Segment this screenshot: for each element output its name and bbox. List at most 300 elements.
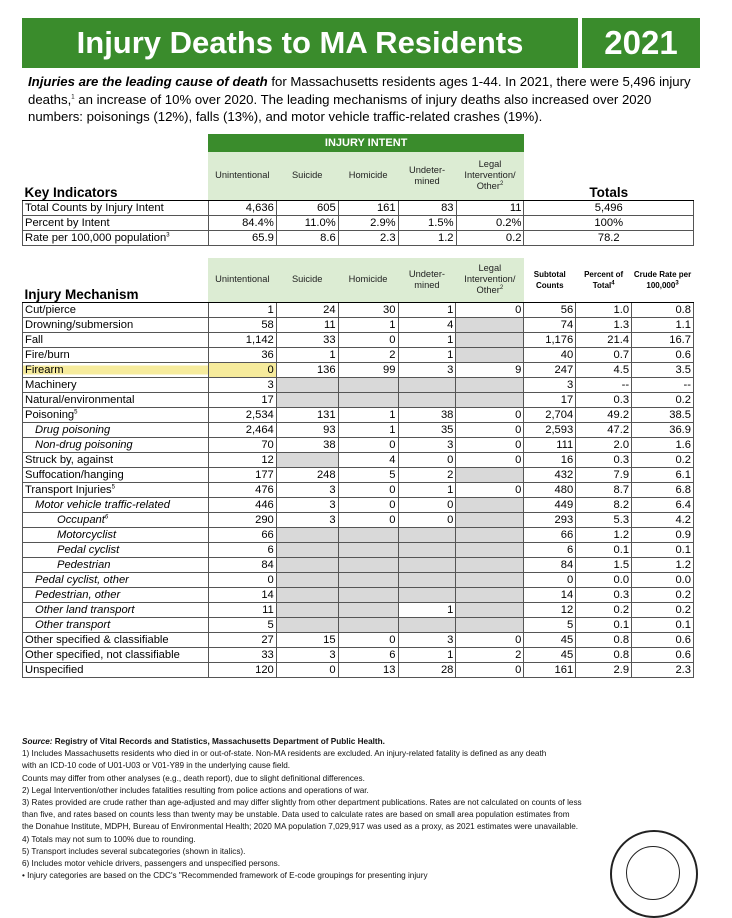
mech-subtotal: 247: [524, 362, 576, 377]
mech-cell: 3: [276, 482, 338, 497]
mech-percent: 47.2: [576, 422, 632, 437]
mech-cell: 120: [208, 662, 276, 677]
mech-cell: 136: [276, 362, 338, 377]
key-indicators-table: [22, 134, 694, 246]
mech-cell: [398, 377, 456, 392]
mech-cell: 58: [208, 317, 276, 332]
mech-rate: 0.2: [632, 602, 694, 617]
mech-cell: [398, 587, 456, 602]
mech-row: [23, 452, 694, 467]
mech-row: [23, 482, 694, 497]
source-line: Source: Registry of Vital Records and Statistics, Massachusetts Department of Public Health.: [22, 737, 385, 746]
mech-cell: [276, 617, 338, 632]
mech-cell: [276, 602, 338, 617]
mech-cell: [276, 392, 338, 407]
mech-cell: 1: [398, 482, 456, 497]
mech-cell: 0: [398, 452, 456, 467]
mech-subtotal: 74: [524, 317, 576, 332]
key-cell: 84.4%: [208, 215, 276, 230]
mech-cell: [456, 392, 524, 407]
mech-percent: 0.3: [576, 392, 632, 407]
mech-subtotal: 45: [524, 647, 576, 662]
mech-cell: [398, 527, 456, 542]
col-homicide: Homicide: [338, 152, 398, 200]
mech-subtotal: 0: [524, 572, 576, 587]
mech-row: [23, 467, 694, 482]
key-total: 5,496: [524, 200, 694, 215]
mech-cell: 0: [338, 482, 398, 497]
col-suicide: Suicide: [276, 152, 338, 200]
footnote-line: 1) Includes Massachusetts residents who died in or out-of-state. Non-MA residents are excluded. An injury-related fatality is defined as any death: [22, 749, 547, 759]
intro-lead: Injuries are the leading cause of death: [28, 74, 268, 89]
mech-percent: 2.0: [576, 437, 632, 452]
mech-rate: 2.3: [632, 662, 694, 677]
mech-cell: 0: [338, 437, 398, 452]
mech-row: [23, 392, 694, 407]
mech-col-homicide: Homicide: [338, 258, 398, 302]
mech-cell: 84: [208, 557, 276, 572]
mech-row-label: Other specified, not classifiable: [23, 647, 209, 662]
footnote-line: 2) Legal Intervention/other includes fatalities resulting from police actions and operations of war.: [22, 785, 369, 795]
mech-cell: [398, 617, 456, 632]
mech-percent: 4.5: [576, 362, 632, 377]
mech-row-label: Drug poisoning: [23, 422, 209, 437]
mech-cell: 476: [208, 482, 276, 497]
mech-subtotal: 3: [524, 377, 576, 392]
mech-subtotal: 2,704: [524, 407, 576, 422]
key-row: [23, 215, 694, 230]
mech-subtotal: 161: [524, 662, 576, 677]
key-cell: 8.6: [276, 230, 338, 245]
mech-cell: [338, 542, 398, 557]
mech-row-label: Pedal cyclist: [23, 542, 209, 557]
mech-cell: [276, 452, 338, 467]
mech-cell: [338, 587, 398, 602]
mech-cell: [276, 557, 338, 572]
mech-cell: 38: [398, 407, 456, 422]
mech-cell: 131: [276, 407, 338, 422]
mech-rate: 0.9: [632, 527, 694, 542]
commonwealth-seal-icon: [610, 830, 698, 918]
mech-row: [23, 602, 694, 617]
mech-cell: 2: [338, 347, 398, 362]
mech-row: [23, 632, 694, 647]
footnote-line: the Donahue Institute, MDPH, Bureau of Environmental Health; 2020 MA population 7,029,917 was used as a proxy, as 2021 estimates were unavailable.: [22, 822, 579, 832]
key-row: [23, 200, 694, 215]
mech-subtotal: 17: [524, 392, 576, 407]
col-undetermined: Undeter-mined: [398, 152, 456, 200]
mech-cell: [276, 587, 338, 602]
mech-cell: [276, 377, 338, 392]
col-crude-rate: Crude Rate per 100,000$^3$: [632, 258, 694, 302]
col-subtotal: Subtotal Counts: [524, 258, 576, 302]
mech-cell: 3: [208, 377, 276, 392]
mech-rate: 0.6: [632, 647, 694, 662]
key-row-label: Percent by Intent: [23, 215, 209, 230]
mech-percent: 7.9: [576, 467, 632, 482]
footnote-lines: [22, 748, 702, 882]
mech-cell: 0: [456, 482, 524, 497]
mech-row-label: Fall: [23, 332, 209, 347]
mech-percent: 2.9: [576, 662, 632, 677]
mech-rate: 6.4: [632, 497, 694, 512]
mech-percent: 0.8: [576, 632, 632, 647]
mech-percent: 1.0: [576, 302, 632, 317]
mech-cell: 93: [276, 422, 338, 437]
mech-cell: [338, 377, 398, 392]
mech-cell: 0: [338, 332, 398, 347]
report-year: 2021: [582, 18, 700, 68]
mech-cell: [456, 332, 524, 347]
mech-row-label: Poisoning$^5$: [23, 407, 209, 422]
mech-cell: 66: [208, 527, 276, 542]
mech-cell: 70: [208, 437, 276, 452]
mech-percent: 0.3: [576, 587, 632, 602]
mech-rate: 0.0: [632, 572, 694, 587]
col-legal-intervention: Legal Intervention/ Other$^2$: [456, 152, 524, 200]
mech-cell: [276, 572, 338, 587]
col-percent: Percent of Total$^4$: [576, 258, 632, 302]
mech-subtotal: 1,176: [524, 332, 576, 347]
mech-col-legal-intervention: Legal Intervention/ Other$^2$: [456, 258, 524, 302]
mech-rate: 0.6: [632, 632, 694, 647]
mech-cell: 1: [398, 347, 456, 362]
mech-cell: 0: [208, 362, 276, 377]
mech-cell: 4: [398, 317, 456, 332]
mech-cell: 99: [338, 362, 398, 377]
mech-row: [23, 542, 694, 557]
mech-row: [23, 422, 694, 437]
intro-paragraph: [28, 73, 700, 126]
mech-cell: 0: [338, 512, 398, 527]
mech-cell: 0: [338, 632, 398, 647]
key-total: 78.2: [524, 230, 694, 245]
mech-cell: 3: [398, 632, 456, 647]
mech-subtotal: 432: [524, 467, 576, 482]
mech-rate: 0.1: [632, 542, 694, 557]
mech-row: [23, 527, 694, 542]
key-cell: 65.9: [208, 230, 276, 245]
mech-cell: 0: [338, 497, 398, 512]
mech-rate: 6.1: [632, 467, 694, 482]
mech-row: [23, 347, 694, 362]
injury-mechanism-body: [23, 302, 694, 677]
mech-cell: [398, 392, 456, 407]
mech-cell: [456, 602, 524, 617]
intro-footnote-ref: 1: [71, 94, 75, 101]
mech-row: [23, 302, 694, 317]
key-cell: 605: [276, 200, 338, 215]
mech-row-label: Natural/environmental: [23, 392, 209, 407]
mech-row-label: Motorcyclist: [23, 527, 209, 542]
mech-percent: 0.1: [576, 617, 632, 632]
footnote-line: • Injury categories are based on the CDC's "Recommended framework of E-code groupings for presenting injury: [22, 871, 428, 881]
mech-rate: 0.2: [632, 392, 694, 407]
mech-percent: 1.5: [576, 557, 632, 572]
mech-percent: 5.3: [576, 512, 632, 527]
mech-cell: 3: [276, 497, 338, 512]
mech-rate: 0.8: [632, 302, 694, 317]
title-banner: [22, 18, 700, 68]
mech-cell: 1: [398, 602, 456, 617]
mech-rate: --: [632, 377, 694, 392]
mech-cell: [398, 557, 456, 572]
mech-cell: 1: [398, 302, 456, 317]
mech-cell: 38: [276, 437, 338, 452]
mech-subtotal: 14: [524, 587, 576, 602]
mech-cell: [456, 467, 524, 482]
mech-cell: 1,142: [208, 332, 276, 347]
key-cell: 0.2: [456, 230, 524, 245]
mech-cell: 11: [208, 602, 276, 617]
mech-cell: [456, 557, 524, 572]
mech-row: [23, 407, 694, 422]
footnote-line: 6) Includes motor vehicle drivers, passengers and unspecified persons.: [22, 859, 281, 869]
injury-mechanism-table: [22, 258, 694, 678]
mech-row-label: Unspecified: [23, 662, 209, 677]
key-cell: 83: [398, 200, 456, 215]
mech-cell: [398, 572, 456, 587]
mech-subtotal: 111: [524, 437, 576, 452]
mech-cell: 1: [338, 407, 398, 422]
mech-col-unintentional: Unintentional: [208, 258, 276, 302]
mech-row-label: Firearm: [23, 362, 209, 377]
mech-row-label: Pedestrian: [23, 557, 209, 572]
mech-cell: 0: [398, 497, 456, 512]
footnote-line: Counts may differ from other analyses (e.g., death report), due to slight definitional differences.: [22, 773, 365, 783]
mech-rate: 0.1: [632, 617, 694, 632]
mech-cell: 11: [276, 317, 338, 332]
mech-subtotal: 5: [524, 617, 576, 632]
mech-percent: 8.2: [576, 497, 632, 512]
mech-cell: 5: [338, 467, 398, 482]
mech-row: [23, 662, 694, 677]
mech-cell: 3: [276, 512, 338, 527]
mech-subtotal: 84: [524, 557, 576, 572]
mech-rate: 0.2: [632, 587, 694, 602]
mech-cell: 13: [338, 662, 398, 677]
mech-cell: 4: [338, 452, 398, 467]
page-title: Injury Deaths to MA Residents: [22, 18, 578, 68]
mech-cell: [276, 542, 338, 557]
key-cell: 2.9%: [338, 215, 398, 230]
key-cell: 11.0%: [276, 215, 338, 230]
mech-cell: 2,464: [208, 422, 276, 437]
mech-cell: 177: [208, 467, 276, 482]
mech-rate: 1.1: [632, 317, 694, 332]
key-indicators-body: [23, 200, 694, 245]
mech-cell: [338, 557, 398, 572]
key-row-label: Rate per 100,000 population$^3$: [23, 230, 209, 245]
mech-subtotal: 2,593: [524, 422, 576, 437]
mech-row-label: Pedal cyclist, other: [23, 572, 209, 587]
mech-cell: 446: [208, 497, 276, 512]
mech-cell: [456, 497, 524, 512]
mech-cell: [338, 602, 398, 617]
mech-rate: 16.7: [632, 332, 694, 347]
mech-cell: [456, 542, 524, 557]
mech-rate: 36.9: [632, 422, 694, 437]
mech-cell: 0: [398, 512, 456, 527]
mech-row-label: Transport Injuries$^5$: [23, 482, 209, 497]
mech-cell: 1: [338, 317, 398, 332]
key-cell: 2.3: [338, 230, 398, 245]
key-cell: 0.2%: [456, 215, 524, 230]
mech-percent: 0.2: [576, 602, 632, 617]
mech-row-label: Struck by, against: [23, 452, 209, 467]
mech-row-label: Machinery: [23, 377, 209, 392]
key-cell: 11: [456, 200, 524, 215]
mech-percent: 0.0: [576, 572, 632, 587]
mech-cell: 28: [398, 662, 456, 677]
mech-cell: [456, 527, 524, 542]
mech-cell: 0: [456, 422, 524, 437]
mech-rate: 6.8: [632, 482, 694, 497]
mech-cell: [456, 377, 524, 392]
mech-cell: 0: [456, 632, 524, 647]
mech-cell: 3: [276, 647, 338, 662]
mech-cell: 27: [208, 632, 276, 647]
mech-subtotal: 16: [524, 452, 576, 467]
mech-cell: [398, 542, 456, 557]
mech-cell: [338, 392, 398, 407]
mech-percent: 1.2: [576, 527, 632, 542]
mech-cell: 2,534: [208, 407, 276, 422]
mech-percent: 1.3: [576, 317, 632, 332]
col-unintentional: Unintentional: [208, 152, 276, 200]
mech-row: [23, 362, 694, 377]
mech-row-label: Other land transport: [23, 602, 209, 617]
mech-row-label: Motor vehicle traffic-related: [23, 497, 209, 512]
key-indicators-title: Key Indicators: [23, 152, 209, 200]
mech-cell: 30: [338, 302, 398, 317]
mech-rate: 3.5: [632, 362, 694, 377]
mech-cell: 0: [456, 452, 524, 467]
mech-cell: 1: [398, 647, 456, 662]
mech-subtotal: 66: [524, 527, 576, 542]
mech-row: [23, 512, 694, 527]
mech-cell: [276, 527, 338, 542]
key-total: 100%: [524, 215, 694, 230]
mech-cell: 17: [208, 392, 276, 407]
mech-cell: 0: [208, 572, 276, 587]
mech-subtotal: 56: [524, 302, 576, 317]
mech-subtotal: 293: [524, 512, 576, 527]
mech-subtotal: 6: [524, 542, 576, 557]
mech-cell: 0: [456, 437, 524, 452]
mech-cell: 6: [338, 647, 398, 662]
mech-cell: 24: [276, 302, 338, 317]
mech-cell: 5: [208, 617, 276, 632]
mech-cell: 35: [398, 422, 456, 437]
injury-mechanism-title: Injury Mechanism: [23, 258, 209, 302]
mech-rate: 0.2: [632, 452, 694, 467]
mech-row-label: Other transport: [23, 617, 209, 632]
mech-row: [23, 317, 694, 332]
mech-row: [23, 437, 694, 452]
mech-cell: 1: [398, 332, 456, 347]
mech-subtotal: 480: [524, 482, 576, 497]
mech-percent: 0.7: [576, 347, 632, 362]
mech-cell: 36: [208, 347, 276, 362]
mech-rate: 1.6: [632, 437, 694, 452]
mech-percent: 0.8: [576, 647, 632, 662]
mech-percent: 8.7: [576, 482, 632, 497]
mech-cell: 1: [276, 347, 338, 362]
totals-title: Totals: [524, 152, 694, 200]
intro-text-2: an increase of 10% over 2020. The leading mechanisms of injury deaths also increased over 2020 numbers: poisonings (12%), falls (13%), and motor vehicle traffic-related crashes (19%).: [28, 91, 652, 125]
mech-cell: 33: [208, 647, 276, 662]
mech-rate: 38.5: [632, 407, 694, 422]
mech-subtotal: 40: [524, 347, 576, 362]
mech-cell: 9: [456, 362, 524, 377]
mech-cell: 2: [456, 647, 524, 662]
mech-cell: [338, 527, 398, 542]
mech-cell: 33: [276, 332, 338, 347]
key-row-label: Total Counts by Injury Intent: [23, 200, 209, 215]
mech-cell: 1: [338, 422, 398, 437]
mech-rate: 0.6: [632, 347, 694, 362]
mech-percent: 0.3: [576, 452, 632, 467]
mech-cell: 3: [398, 362, 456, 377]
key-cell: 1.2: [398, 230, 456, 245]
mech-subtotal: 449: [524, 497, 576, 512]
mech-cell: [456, 347, 524, 362]
mech-cell: 0: [456, 302, 524, 317]
mech-cell: 248: [276, 467, 338, 482]
mech-rate: 1.2: [632, 557, 694, 572]
mech-cell: [456, 617, 524, 632]
mech-cell: [338, 617, 398, 632]
mech-cell: 3: [398, 437, 456, 452]
mech-subtotal: 12: [524, 602, 576, 617]
mech-cell: 15: [276, 632, 338, 647]
mech-percent: 21.4: [576, 332, 632, 347]
mech-cell: [456, 512, 524, 527]
mech-cell: [456, 587, 524, 602]
mech-col-suicide: Suicide: [276, 258, 338, 302]
key-cell: 4,636: [208, 200, 276, 215]
mech-subtotal: 45: [524, 632, 576, 647]
footnote-line: 3) Rates provided are crude rather than age-adjusted and may differ slightly from other department publications. Rates are not calculated on counts of less: [22, 798, 582, 808]
mech-row: [23, 647, 694, 662]
mech-col-undetermined: Undeter-mined: [398, 258, 456, 302]
intro-text-1: for Massachusetts residents ages 1-44. In 2021, there were 5,496 injury deaths,: [28, 74, 691, 107]
mech-cell: [338, 572, 398, 587]
footnote-line: 4) Totals may not sum to 100% due to rounding.: [22, 834, 196, 844]
mech-row-label: Suffocation/hanging: [23, 467, 209, 482]
mech-row: [23, 572, 694, 587]
mech-row-label: Fire/burn: [23, 347, 209, 362]
footnote-line: with an ICD-10 code of U01-U03 or V01-Y89 in the underlying cause field.: [22, 761, 291, 771]
key-cell: 1.5%: [398, 215, 456, 230]
mech-row-label: Pedestrian, other: [23, 587, 209, 602]
mech-row: [23, 377, 694, 392]
mech-rate: 4.2: [632, 512, 694, 527]
mech-cell: 14: [208, 587, 276, 602]
mech-row: [23, 332, 694, 347]
mech-cell: [456, 317, 524, 332]
mech-row-label: Occupant$^6$: [23, 512, 209, 527]
mech-cell: 0: [456, 407, 524, 422]
mech-cell: 12: [208, 452, 276, 467]
footnotes: [22, 736, 702, 882]
key-row: [23, 230, 694, 245]
mech-cell: 0: [456, 662, 524, 677]
footnote-line: than five, and rates based on counts less than twenty may be unstable. Data used to calculate rates are based on small area population estimates from: [22, 810, 570, 820]
mech-percent: 0.1: [576, 542, 632, 557]
mech-row: [23, 557, 694, 572]
